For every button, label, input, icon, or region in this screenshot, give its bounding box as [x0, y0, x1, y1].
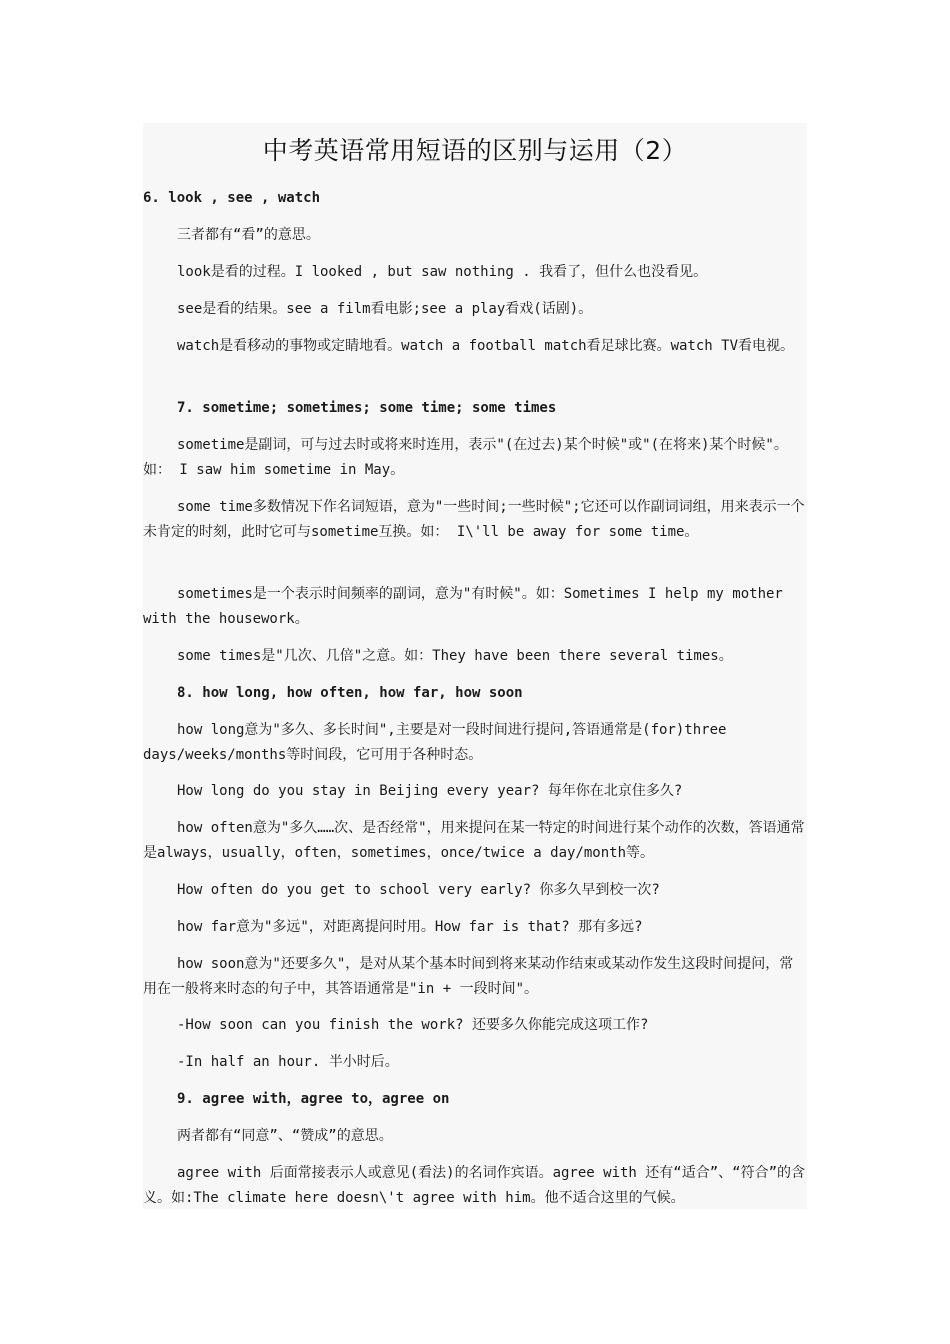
section-heading: 6. look , see , watch: [143, 190, 321, 206]
section-heading: 9. agree with，agree to，agree on: [177, 1091, 450, 1107]
paragraph: look是看的过程。I looked , but saw nothing . 我看了，但什么也没看见。: [177, 264, 708, 280]
paragraph: -In half an hour. 半小时后。: [177, 1054, 399, 1070]
paragraph: 两者都有“同意”、“赞成”的意思。: [177, 1128, 393, 1144]
paragraph: agree with 后面常接表示人或意见(看法)的名词作宾语。agree with 还有“适合”、“符合”的含义。如:The climate here doesn\'t agree with him。他不适合这里的气候。: [143, 1165, 806, 1206]
paragraph: see是看的结果。see a film看电影;see a play看戏(话剧)。: [177, 301, 593, 317]
paragraph: How often do you get to school very early? 你多久早到校一次?: [177, 882, 660, 898]
document-page: [143, 123, 807, 1209]
section-heading: 8. how long, how often, how far, how soon: [177, 685, 523, 701]
page-title: 中考英语常用短语的区别与运用（2）: [262, 136, 688, 165]
section-heading: 7. sometime; sometimes; some time; some times: [177, 400, 557, 416]
paragraph: how soon意为"还要多久"，是对从某个基本时间到将来某动作结束或某动作发生这段时间提问，常用在一般将来时态的句子中，其答语通常是"in + 一段时间"。: [143, 956, 794, 997]
paragraph: how long意为"多久、多长时间",主要是对一段时间进行提问,答语通常是(for)three days/weeks/months等时间段，它可用于各种时态。: [143, 722, 727, 763]
paragraph: how far意为"多远"，对距离提问时用。How far is that? 那有多远?: [177, 919, 643, 935]
paragraph: some times是"几次、几倍"之意。如：They have been there several times。: [177, 648, 733, 664]
paragraph: sometimes是一个表示时间频率的副词，意为"有时候"。如：Sometimes I help my mother with the housework。: [143, 586, 783, 627]
paragraph: how often意为"多久……次、是否经常"，用来提问在某一特定的时间进行某个动作的次数，答语通常是always，usually，often，sometimes，once/twice a day/month等。: [143, 820, 805, 861]
paragraph: -How soon can you finish the work? 还要多久你能完成这项工作?: [177, 1017, 649, 1033]
paragraph: watch是看移动的事物或定睛地看。watch a football match看足球比赛。watch TV看电视。: [177, 338, 795, 354]
paragraph: 三者都有“看”的意思。: [177, 227, 320, 243]
paragraph: How long do you stay in Beijing every year? 每年你在北京住多久?: [177, 783, 683, 799]
paragraph: sometime是副词，可与过去时或将来时连用，表示"(在过去)某个时候"或"(在将来)某个时候"。如： I saw him sometime in May。: [143, 437, 788, 478]
paragraph: some time多数情况下作名词短语，意为"一些时间;一些时候";它还可以作副词词组，用来表示一个未肯定的时刻，此时它可与sometime互换。如： I\'ll be away for some time。: [143, 499, 805, 540]
